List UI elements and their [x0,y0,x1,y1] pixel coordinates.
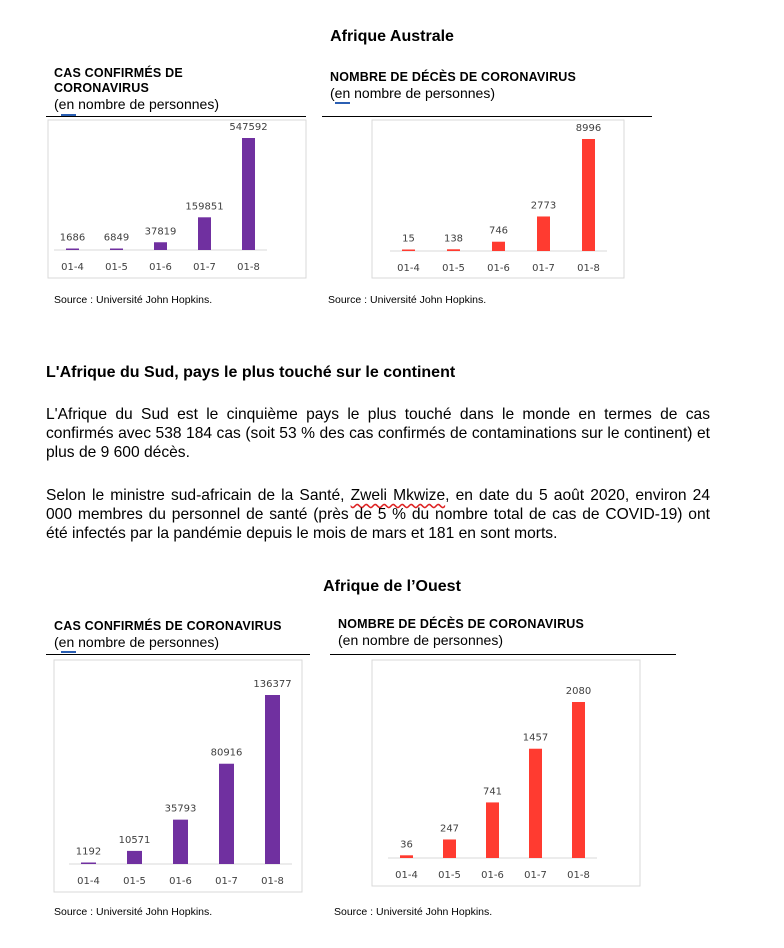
chart1-rule [46,116,306,117]
bar-01-4 [402,250,415,252]
plot-area [372,660,640,886]
chart3-header [54,619,334,651]
bar-01-5 [443,839,456,858]
chart4-subtitle: (en nombre de personnes) [338,632,503,648]
chart2-title-line1: NOMBRE DE DÉCÈS DE CORONAVIRUS [330,70,577,84]
data-label-01-5: 247 [439,823,460,835]
chart2-header [330,70,670,102]
data-label-01-5: 138 [443,233,464,245]
chart3-svg [52,658,306,898]
category-label-01-8: 01-8 [261,876,284,887]
grammar-underline [61,651,76,653]
category-label-01-7: 01-7 [532,263,555,274]
chart1-title-line1: CAS CONFIRMÉS DE [54,66,183,80]
data-label-01-4: 36 [400,839,413,851]
data-label-01-8: 136377 [253,679,292,690]
bar-01-8 [572,702,585,858]
bar-01-6 [173,820,188,864]
data-label-01-6: 35793 [164,803,197,815]
data-label-01-4: 15 [402,233,415,245]
article-heading: L'Afrique du Sud, pays le plus touché sur le continent [46,364,456,381]
article-paragraph-2 [46,486,710,543]
para2-start: Selon le ministre sud-africain de la Santé, [46,487,351,504]
chart2-source: Source : Université John Hopkins. [328,294,487,306]
chart4-header [338,617,678,649]
category-label-01-4: 01-4 [395,870,418,881]
category-label-01-8: 01-8 [567,870,590,881]
data-label-01-8: 547592 [229,122,268,133]
para2-end: , en date du 5 août 2020, environ 24 000 membres du personnel de santé (près de 5 % du nombre total de cas de COVID-19) ont été infectés par la pandémie depuis le mois de mars et 181 en sont morts. [46,487,710,542]
category-label-01-6: 01-6 [487,263,510,274]
bar-01-8 [265,695,280,864]
data-label-01-5: 10571 [118,834,151,846]
category-label-01-5: 01-5 [442,263,465,274]
data-label-01-7: 159851 [185,201,224,213]
minister-name: Zweli Mkwize [350,487,446,504]
category-label-01-6: 01-6 [169,876,192,887]
category-label-01-4: 01-4 [61,262,84,273]
bar-01-6 [492,242,505,251]
chart1-header [54,66,304,113]
chart4-svg [370,658,642,890]
data-label-01-4: 1192 [75,846,102,858]
data-label-01-8: 2080 [565,686,592,697]
category-label-01-6: 01-6 [149,262,172,273]
data-label-01-4: 1686 [59,232,86,244]
grammar-underline [335,102,350,104]
bar-01-5 [110,249,123,251]
chart4-source: Source : Université John Hopkins. [334,906,493,918]
bar-01-5 [127,851,142,864]
chart3-subtitle: (en nombre de personnes) [54,634,219,650]
chart4-rule [330,654,676,655]
category-label-01-4: 01-4 [397,263,420,274]
bar-01-5 [447,249,460,251]
bar-01-7 [198,217,211,250]
chart1-subtitle: (en nombre de personnes) [54,96,219,112]
grammar-underline [61,114,76,116]
plot-area [48,120,306,278]
data-label-01-7: 80916 [210,747,243,759]
chart3-source: Source : Université John Hopkins. [54,906,213,918]
bar-01-4 [81,863,96,865]
bar-01-6 [486,802,499,858]
chart1-title-line2: CORONAVIRUS [54,81,150,95]
chart2-subtitle: (en nombre de personnes) [330,85,495,101]
data-label-01-6: 741 [482,786,503,798]
chart2-svg [370,118,626,283]
section-title-ouest: Afrique de l’Ouest [323,578,461,595]
category-label-01-8: 01-8 [577,263,600,274]
bar-01-8 [582,139,595,251]
data-label-01-8: 8996 [575,123,602,134]
data-label-01-7: 2773 [530,200,557,212]
chart4-title-line1: NOMBRE DE DÉCÈS DE CORONAVIRUS [338,617,585,631]
category-label-01-4: 01-4 [77,876,100,887]
article-paragraph-1: L'Afrique du Sud est le cinquième pays le plus touché dans le monde en termes de cas confirmés avec 538 184 cas (soit 53 % des cas confirmés de contaminations sur le continent) et plus de 9 600 décès. [46,406,710,461]
bar-01-7 [529,749,542,858]
category-label-01-5: 01-5 [123,876,146,887]
chart1-svg [46,118,308,283]
category-label-01-7: 01-7 [524,870,547,881]
chart1-source: Source : Université John Hopkins. [54,294,213,306]
data-label-01-6: 37819 [144,226,177,238]
bar-01-6 [154,242,167,250]
chart3-title-line1: CAS CONFIRMÉS DE CORONAVIRUS [54,619,282,633]
chart3-rule [46,654,310,655]
bar-01-7 [219,764,234,864]
data-label-01-7: 1457 [522,732,549,744]
category-label-01-8: 01-8 [237,262,260,273]
chart2-rule [322,116,652,117]
category-label-01-5: 01-5 [105,262,128,273]
category-label-01-5: 01-5 [438,870,461,881]
section-title-austral: Afrique Australe [330,28,454,45]
bar-01-8 [242,138,255,250]
category-label-01-7: 01-7 [215,876,238,887]
category-label-01-7: 01-7 [193,262,216,273]
data-label-01-5: 6849 [103,232,130,244]
bar-01-4 [400,855,413,858]
bar-01-7 [537,216,550,251]
data-label-01-6: 746 [488,225,509,237]
category-label-01-6: 01-6 [481,870,504,881]
bar-01-4 [66,249,79,251]
